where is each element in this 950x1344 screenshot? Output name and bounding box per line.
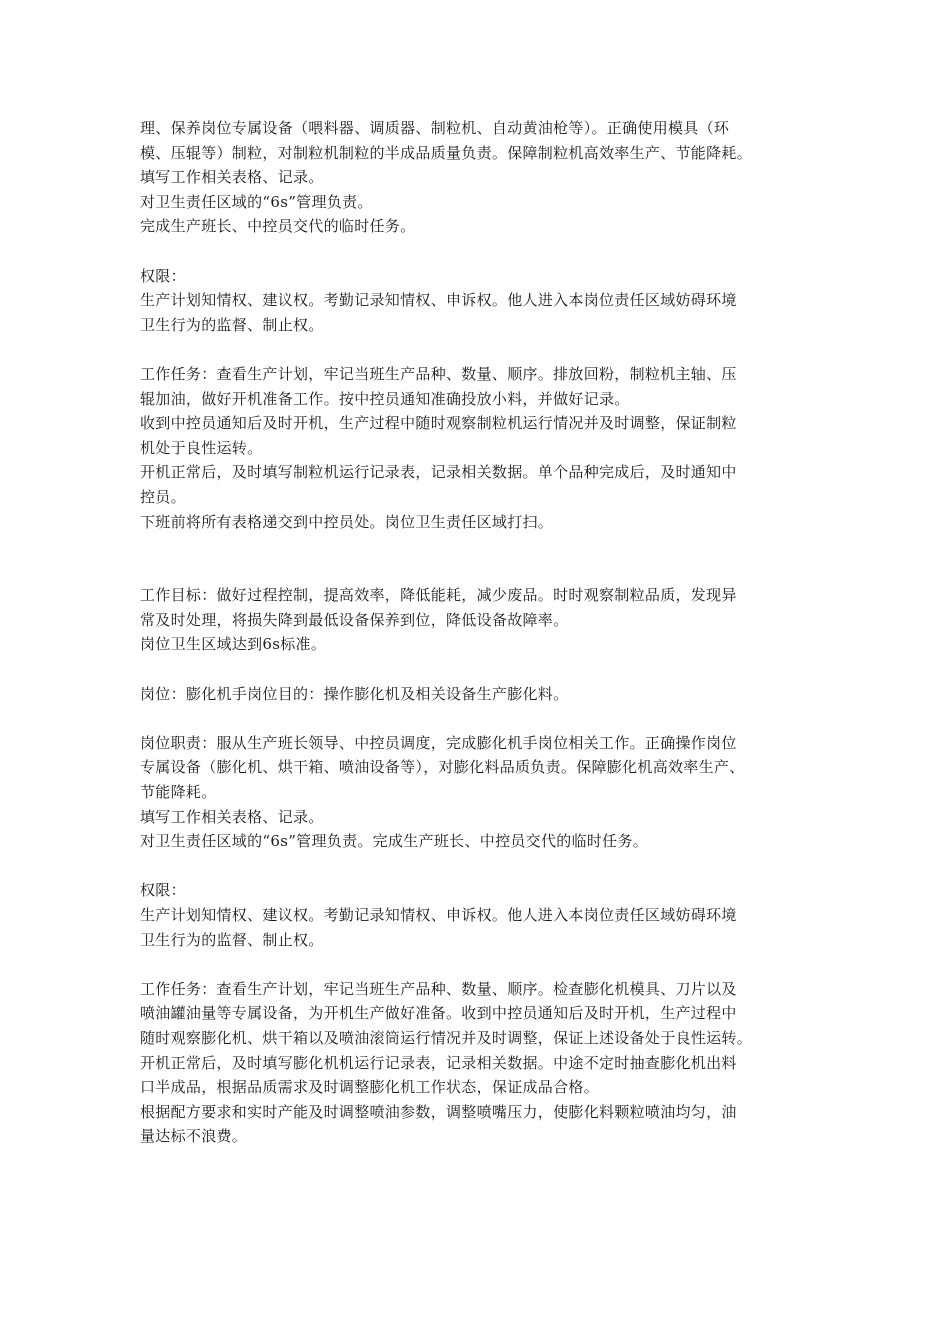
paragraph-gap	[140, 952, 820, 977]
paragraph-permissions-2	[140, 878, 820, 952]
paragraph-gap	[140, 239, 820, 264]
text-line: 量达标不浪费。	[140, 1127, 248, 1146]
section-heading: 权限：	[140, 881, 186, 900]
paragraph-permissions	[140, 264, 820, 338]
section-heading: 权限：	[140, 266, 186, 285]
text-line: 工作任务：查看生产计划，牢记当班生产品种、数量、顺序。检查膨化机模具、刀片以及	[140, 979, 737, 998]
text-line: 对卫生责任区域的“6s”管理负责。完成生产班长、中控员交代的临时任务。	[140, 832, 649, 851]
document-body	[140, 116, 820, 1149]
paragraph-tasks-2	[140, 977, 820, 1149]
paragraph-duties-continued	[140, 116, 820, 239]
text-line: 卫生行为的监督、制止权。	[140, 930, 324, 949]
text-line: 生产计划知情权、建议权。考勤记录知情权、申诉权。他人进入本岗位责任区域妨碍环境	[140, 291, 737, 310]
paragraph-gap	[140, 534, 820, 583]
text-line: 机处于良性运转。	[140, 438, 263, 457]
text-line: 下班前将所有表格递交到中控员处。岗位卫生责任区域打扫。	[140, 512, 554, 531]
text-line: 岗位职责：服从生产班长领导、中控员调度，完成膨化机手岗位相关工作。正确操作岗位	[140, 733, 737, 752]
text-line: 常及时处理，将损失降到最低设备保养到位，降低设备故障率。	[140, 610, 569, 629]
text-line: 岗位卫生区域达到6s标准。	[140, 635, 327, 654]
text-line: 对卫生责任区域的“6s”管理负责。	[140, 192, 373, 211]
paragraph-gap	[140, 657, 820, 682]
text-line: 填写工作相关表格、记录。	[140, 168, 324, 187]
text-line: 工作目标：做好过程控制，提高效率，降低能耗，减少废品。时时观察制粒品质，发现异	[140, 586, 737, 605]
text-line: 开机正常后，及时填写膨化机机运行记录表，记录相关数据。中途不定时抽查膨化机出料	[140, 1053, 737, 1072]
text-line: 工作任务：查看生产计划，牢记当班生产品种、数量、顺序。排放回粉，制粒机主轴、压	[140, 364, 737, 383]
text-line: 根据配方要求和实时产能及时调整喷油参数，调整喷嘴压力，使膨化料颗粒喷油均匀，油	[140, 1102, 737, 1121]
text-line: 控员。	[140, 487, 186, 506]
paragraph-gap	[140, 337, 820, 362]
paragraph-tasks	[140, 362, 820, 534]
text-line: 生产计划知情权、建议权。考勤记录知情权、申诉权。他人进入本岗位责任区域妨碍环境	[140, 906, 737, 924]
paragraph-responsibilities	[140, 731, 820, 854]
text-line: 开机正常后，及时填写制粒机运行记录表，记录相关数据。单个品种完成后，及时通知中	[140, 463, 737, 482]
text-line: 模、压辊等）制粒，对制粒机制粒的半成品质量负责。保障制粒机高效率生产、节能降耗。	[140, 143, 753, 162]
text-line: 岗位：膨化机手岗位目的：操作膨化机及相关设备生产膨化料。	[140, 684, 569, 703]
text-line: 填写工作相关表格、记录。	[140, 807, 324, 826]
paragraph-gap	[140, 854, 820, 879]
text-line: 口半成品，根据品质需求及时调整膨化机工作状态，保证成品合格。	[140, 1078, 600, 1097]
text-line: 随时观察膨化机、烘干箱以及喷油滚筒运行情况并及时调整，保证上述设备处于良性运转。	[140, 1028, 753, 1047]
text-line: 完成生产班长、中控员交代的临时任务。	[140, 217, 416, 236]
paragraph-goals	[140, 583, 820, 657]
text-line: 辊加油，做好开机准备工作。按中控员通知准确投放小料，并做好记录。	[140, 389, 630, 408]
text-line: 收到中控员通知后及时开机，生产过程中随时观察制粒机运行情况并及时调整，保证制粒	[140, 414, 737, 433]
text-line: 专属设备（膨化机、烘干箱、喷油设备等），对膨化料品质负责。保障膨化机高效率生产、	[140, 758, 745, 777]
paragraph-position	[140, 682, 820, 707]
text-line: 理、保养岗位专属设备（喂料器、调质器、制粒机、自动黄油枪等）。正确使用模具（环	[140, 119, 730, 137]
text-line: 卫生行为的监督、制止权。	[140, 315, 324, 334]
text-line: 节能降耗。	[140, 783, 217, 802]
paragraph-gap	[140, 706, 820, 731]
text-line: 喷油罐油量等专属设备，为开机生产做好准备。收到中控员通知后及时开机，生产过程中	[140, 1004, 737, 1023]
